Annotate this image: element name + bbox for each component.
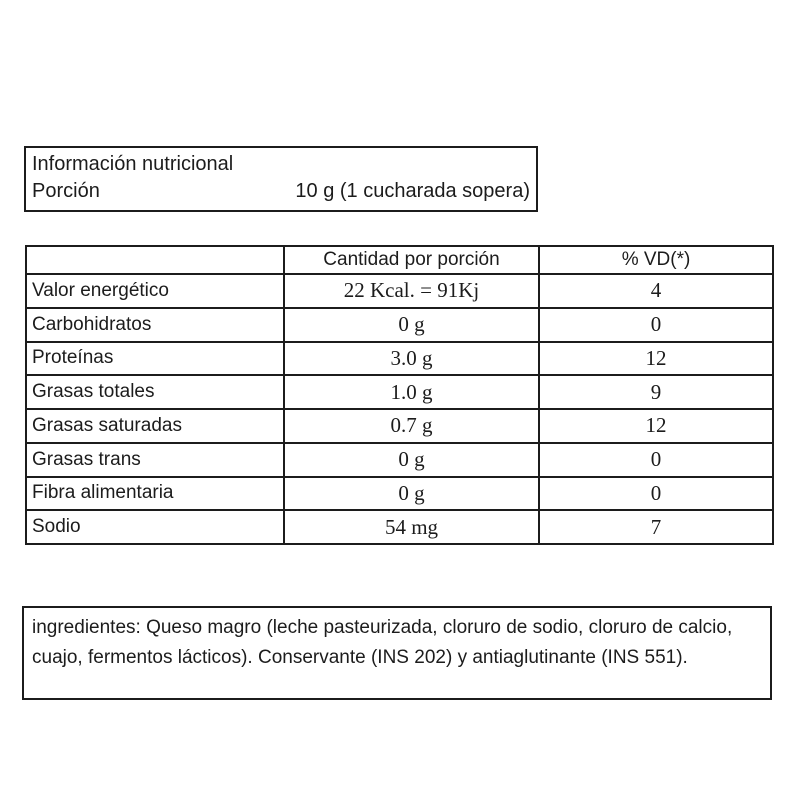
header-amount-per-portion: Cantidad por porción	[284, 246, 539, 274]
row-vd: 12	[539, 342, 773, 376]
row-amount: 0.7 g	[284, 409, 539, 443]
row-vd: 7	[539, 510, 773, 544]
row-vd: 0	[539, 308, 773, 342]
portion-row	[32, 180, 530, 203]
row-vd: 12	[539, 409, 773, 443]
ingredients-box	[22, 606, 772, 700]
row-label: Valor energético	[26, 274, 284, 308]
row-amount: 0 g	[284, 477, 539, 511]
nutrition-table	[25, 245, 774, 545]
row-label: Carbohidratos	[26, 308, 284, 342]
table-header-row	[26, 246, 773, 274]
row-amount: 22 Kcal. = 91Kj	[284, 274, 539, 308]
table-row	[26, 308, 773, 342]
row-amount: 1.0 g	[284, 375, 539, 409]
header-empty-cell	[26, 246, 284, 274]
row-vd: 0	[539, 443, 773, 477]
row-amount: 0 g	[284, 308, 539, 342]
info-box	[24, 146, 538, 212]
header-percent-vd: % VD(*)	[539, 246, 773, 274]
table-row	[26, 510, 773, 544]
row-label: Grasas totales	[26, 375, 284, 409]
table-row	[26, 409, 773, 443]
row-vd: 9	[539, 375, 773, 409]
row-amount: 3.0 g	[284, 342, 539, 376]
ingredients-text: ingredientes: Queso magro (leche pasteurizada, cloruro de sodio, cloruro de calcio, cuajo, fermentos lácticos). Conservante (INS 202) y antiaglutinante (INS 551).	[32, 617, 733, 668]
table-row	[26, 342, 773, 376]
table-row	[26, 375, 773, 409]
portion-label: Porción	[32, 180, 100, 202]
table-row	[26, 274, 773, 308]
row-label: Proteínas	[26, 342, 284, 376]
table-row	[26, 443, 773, 477]
row-amount: 54 mg	[284, 510, 539, 544]
row-label: Grasas saturadas	[26, 409, 284, 443]
row-label: Fibra alimentaria	[26, 477, 284, 511]
info-title: Información nutricional	[32, 153, 234, 175]
row-amount: 0 g	[284, 443, 539, 477]
row-label: Sodio	[26, 510, 284, 544]
row-vd: 4	[539, 274, 773, 308]
portion-value: 10 g (1 cucharada sopera)	[295, 180, 530, 202]
row-vd: 0	[539, 477, 773, 511]
row-label: Grasas trans	[26, 443, 284, 477]
table-row	[26, 477, 773, 511]
